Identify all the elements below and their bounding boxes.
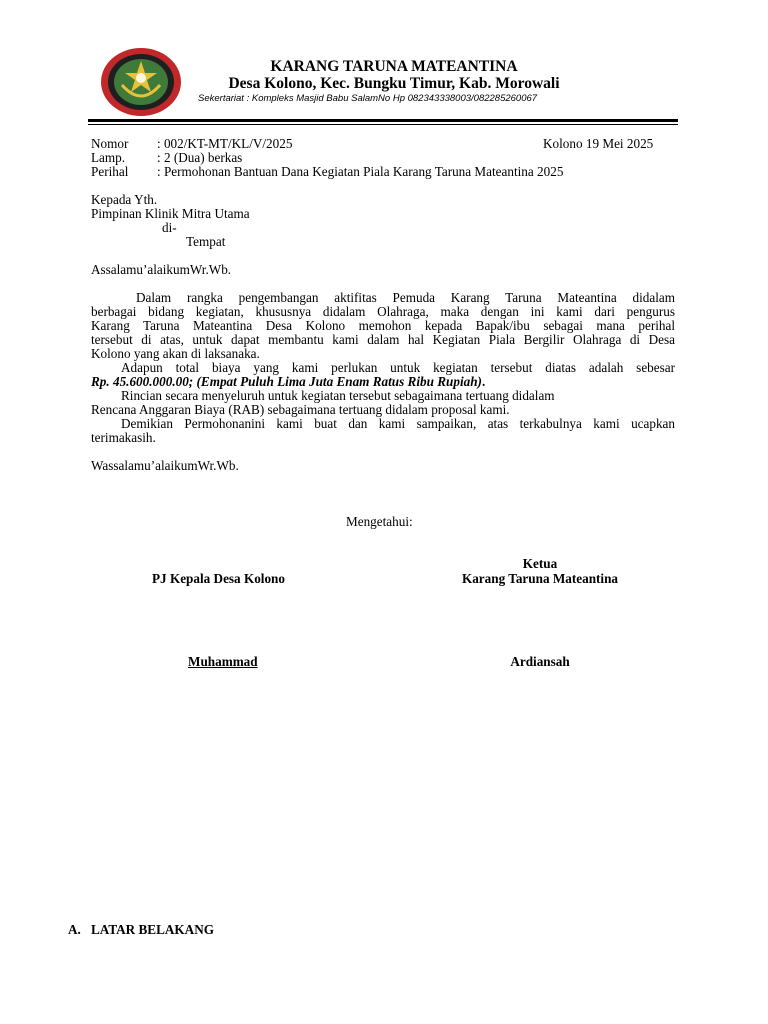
right-title-ketua: Ketua (522, 556, 558, 571)
org-address: Desa Kolono, Kec. Bungku Timur, Kab. Morowali (228, 75, 560, 92)
p4-line: Demikian Permohonanini kami buat dan kami sampaikan, atas terkabulnya kami ucapkan (121, 416, 675, 431)
letter-date: Kolono 19 Mei 2025 (543, 136, 654, 151)
p1-line: Dalam rangka pengembangan aktifitas Pemuda Karang Taruna Mateantina didalam (136, 290, 675, 305)
p3-line-2: Rencana Anggaran Biaya (RAB) sebagaimana tertuang didalam proposal kami. (91, 402, 510, 417)
recipient-tempat: Tempat (186, 234, 226, 249)
p1-line: Kolono yang akan di laksanaka. (91, 346, 260, 361)
recipient-name: Pimpinan Klinik Mitra Utama (91, 206, 250, 221)
p3-line-1: Rincian secara menyeluruh untuk kegiatan tersebut sebagaimana tertuang didalam (121, 388, 555, 403)
perihal-label: Perihal (91, 164, 129, 179)
header-rule-thick (88, 119, 678, 122)
greeting: Assalamu’alaikumWr.Wb. (91, 262, 232, 277)
header-rule-thin (88, 124, 678, 125)
amount-period: . (481, 374, 486, 389)
p1-line: Karang Taruna Mateantina Desa Kolono memohon kepada Bapak/ibu sebagai mana perihal (91, 318, 675, 333)
recipient-kepada: Kepada Yth. (91, 192, 158, 207)
right-signatory-title: Karang Taruna Mateantina (461, 571, 619, 586)
nomor-label: Nomor (91, 136, 129, 151)
p1-line: berbagai bidang kegiatan, khususnya didalam Olahraga, maka dengan ini kami dari pengurus (91, 304, 675, 319)
body-paragraph-4 (91, 417, 675, 445)
org-name: KARANG TARUNA MATEANTINA (270, 58, 518, 75)
left-signatory-title: PJ Kepala Desa Kolono (152, 571, 285, 586)
recipient-di: di- (162, 220, 177, 235)
amount-text: Rp. 45.600.000.00; (Empat Puluh Lima Juta Enam Ratus Ribu Rupiah) (91, 374, 482, 389)
p1-line: tersebut di atas, untuk dapat membantu kami dalam hal Kegiatan Piala Bergilir Olahraga di Desa (91, 332, 675, 347)
section-number: A. (68, 922, 81, 937)
p4-line: terimakasih. (91, 430, 156, 445)
section-title: LATAR BELAKANG (91, 922, 214, 937)
body-paragraph-2 (91, 361, 675, 389)
left-signatory-name: Muhammad (188, 654, 258, 669)
p2-line: Adapun total biaya yang kami perlukan untuk kegiatan tersebut diatas adalah sebesar (121, 360, 675, 375)
nomor-value: : 002/KT-MT/KL/V/2025 (157, 136, 293, 151)
body-paragraph-1 (91, 291, 675, 361)
lamp-value: : 2 (Dua) berkas (157, 150, 243, 165)
right-signatory-name: Ardiansah (510, 654, 570, 669)
secretariat-line: Sekertariat : Kompleks Masjid Babu SalamNo Hp 082343338003/082285260067 (198, 93, 538, 104)
lamp-label: Lamp. (91, 150, 126, 165)
closing: Wassalamu’alaikumWr.Wb. (91, 458, 239, 473)
perihal-value: : Permohonan Bantuan Dana Kegiatan Piala Karang Taruna Mateantina 2025 (157, 164, 564, 179)
mengetahui-label: Mengetahui: (346, 514, 413, 529)
